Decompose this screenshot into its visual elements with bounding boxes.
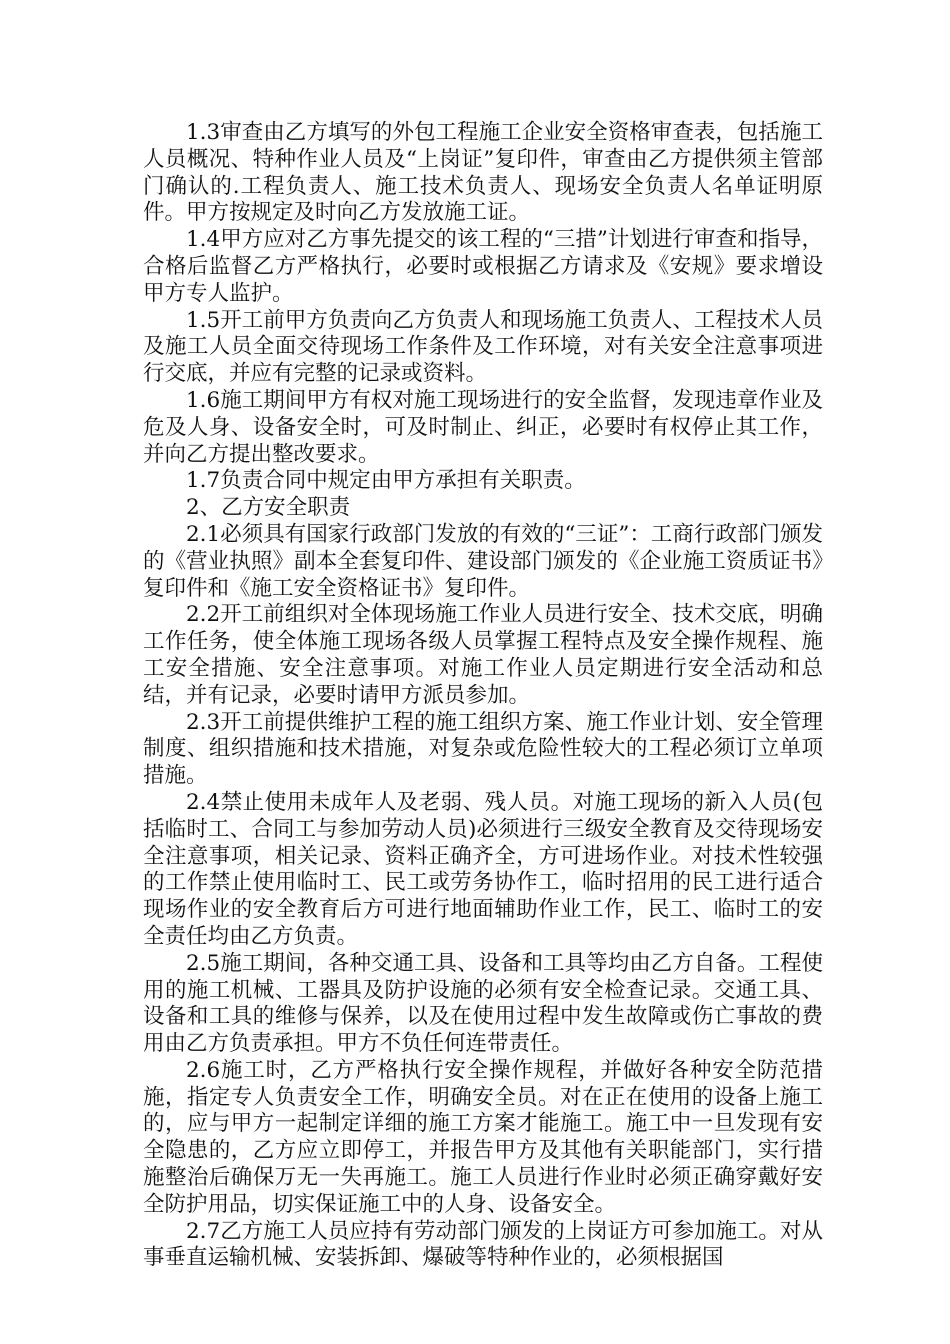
paragraph-2-3: 2.3开工前提供维护工程的施工组织方案、施工作业计划、安全管理制度、组织措施和技术措施，对复杂或危险性较大的工程必须订立单项措施。 — [143, 709, 823, 789]
paragraph-2-2: 2.2开工前组织对全体现场施工作业人员进行安全、技术交底，明确工作任务，使全体施工现场各级人员掌握工程特点及安全操作规程、施工安全措施、安全注意事项。对施工作业人员定期进行安全活动和总结，并有记录，必要时请甲方派员参加。 — [143, 602, 823, 708]
paragraph-1-5: 1.5开工前甲方负责向乙方负责人和现场施工负责人、工程技术人员及施工人员全面交待现场工作条件及工作环境，对有关安全注意事项进行交底，并应有完整的记录或资料。 — [143, 307, 823, 387]
paragraph-2-5: 2.5施工期间，各种交通工具、设备和工具等均由乙方自备。工程使用的施工机械、工器具及防护设施的必须有安全检查记录。交通工具、设备和工具的维修与保养，以及在使用过程中发生故障或伤亡事故的费用由乙方负责承担。甲方不负任何连带责任。 — [143, 950, 823, 1057]
paragraph-2-1: 2.1必须具有国家行政部门发放的有效的“三证”：工商行政部门颁发的《营业执照》副本全套复印件、建设部门颁发的《企业施工资质证书》复印件和《施工安全资格证书》复印件。 — [143, 521, 823, 601]
paragraph-2-4: 2.4禁止使用未成年人及老弱、残人员。对施工现场的新入人员(包括临时工、合同工与参加劳动人员)必须进行三级安全教育及交待现场安全注意事项，相关记录、资料正确齐全，方可进场作业。对技术性较强的工作禁止使用临时工、民工或劳务协作工，临时招用的民工进行适合现场作业的安全教育后方可进行地面辅助作业工作，民工、临时工的安全责任均由乙方负责。 — [143, 789, 823, 949]
paragraph-1-4: 1.4甲方应对乙方事先提交的该工程的“三措”计划进行审查和指导，合格后监督乙方严格执行，必要时或根据乙方请求及《安规》要求增设甲方专人监护。 — [143, 227, 823, 306]
paragraph-1-3: 1.3审查由乙方填写的外包工程施工企业安全资格审查表，包括施工人员概况、特种作业人员及“上岗证”复印件，审查由乙方提供须主管部门确认的.工程负责人、施工技术负责人、现场安全负责人名单证明原件。甲方按规定及时向乙方发放施工证。 — [143, 120, 823, 226]
paragraph-1-7: 1.7负责合同中规定由甲方承担有关职责。 — [186, 468, 586, 494]
paragraph-2-6: 2.6施工时，乙方严格执行安全操作规程，并做好各种安全防范措施，指定专人负责安全工作，明确安全员。对在正在使用的设备上施工的，应与甲方一起制定详细的施工方案才能施工。施工中一旦发现有安全隐患的，乙方应立即停工，并报告甲方及其他有关职能部门，实行措施整治后确保万无一失再施工。施工人员进行作业时必须正确穿戴好安全防护用品，切实保证施工中的人身、设备安全。 — [143, 1057, 823, 1217]
paragraph-2-7: 2.7乙方施工人员应持有劳动部门颁发的上岗证方可参加施工。对从事垂直运输机械、安装拆卸、爆破等特种作业的，必须根据国 — [143, 1218, 823, 1271]
document-body — [143, 120, 823, 1272]
paragraph-1-6: 1.6施工期间甲方有权对施工现场进行的安全监督，发现违章作业及危及人身、设备安全时，可及时制止、纠正，必要时有权停止其工作，并向乙方提出整改要求。 — [143, 387, 823, 467]
section-heading-party-b: 2、乙方安全职责 — [186, 495, 351, 521]
